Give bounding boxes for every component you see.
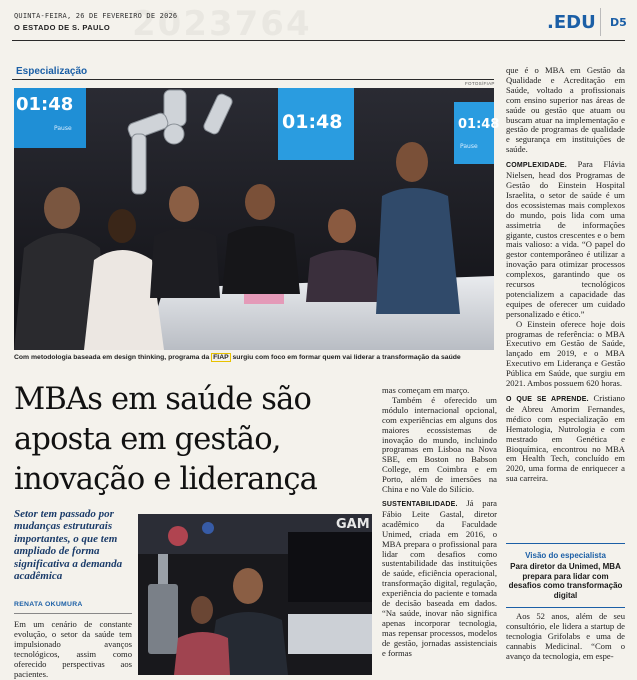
caption-text-end: surgiu com foco em formar quem vai liderar a transformação da saúde <box>230 354 461 361</box>
expert-box-top-rule <box>506 543 625 544</box>
paragraph: mas começam em março. <box>382 385 470 395</box>
section-rule <box>12 79 494 80</box>
headline-line: inovação e liderança <box>14 462 317 497</box>
dateline: QUINTA-FEIRA, 26 DE FEVEREIRO DE 2026 <box>14 12 178 20</box>
page-number: D5 <box>610 16 627 29</box>
lede: Setor tem passado por mudanças estruturais importantes, o que tem ampliado de forma significativa a demanda acadêmica <box>14 508 123 583</box>
paragraph-body: Cristiano de Abreu Amorim Fernandes, médico com especialização em Hematologia, Nutrologia e com mestrado em Genética e Bioquímica, encontrou no MBA em Health Tech, concluído em 2020, uma forma de enriquecer a sua carreira. <box>506 393 625 484</box>
header-rule <box>12 40 625 41</box>
paragraph: O Einstein oferece hoje dois programas de referência: o MBA Executivo em Gestão de Saúde, lançado em 2019, e o MBA Executivo em Liderança e Gestão Pública em Saúde, que surgiu em 2021. Ambos possuem 620 horas. <box>506 318 625 389</box>
newspaper-name: O ESTADO DE S. PAULO <box>14 23 111 32</box>
sign-text: GAM <box>336 517 370 532</box>
screen-right <box>454 102 494 164</box>
paragraph-body: Já para Fábio Leite Gastal, diretor acadêmico da Faculdade Unimed, criada em 2016, o MBA prepara o profissional para lidar com desafios como sustentabilidade das instituições de saúde, eficiência operacional, transformação digital, regulação, experiência do paciente e tomada de decisão baseada em dados. “Na saúde, inovar não significa apenas incorporar tecnologia, mas repensar processos, modelos de gestão, jornadas assistenciais e formas <box>382 497 497 658</box>
section-label: Especialização <box>16 66 88 77</box>
article-column-4 <box>506 66 625 536</box>
paragraph-lead: COMPLEXIDADE. <box>506 162 567 170</box>
screen-right-status: Pause <box>460 143 478 150</box>
headline-line: MBAs em saúde são <box>14 382 312 417</box>
paragraph: que é o MBA em Gestão da Qualidade e Acreditação em Saúde, voltado a profissionais com ensino superior nas áreas de saúde ou gestão que atuam ou buscam atuar na implementação e gestão de programas de qualidade e segurança em instituições de saúde. <box>506 65 625 155</box>
article-column-4-bottom <box>506 612 625 674</box>
screen-right-time: 01:48 <box>458 117 500 132</box>
screen-left-status: Pause <box>54 125 72 132</box>
page-header <box>12 8 625 38</box>
main-photo <box>14 88 500 350</box>
section-logo: .EDU <box>547 12 596 33</box>
paragraph <box>506 394 625 484</box>
header-divider <box>600 8 601 36</box>
byline-rule <box>14 613 132 614</box>
watermark <box>132 4 312 44</box>
caption-highlight: FIAP <box>213 354 229 361</box>
headline-line: aposta em gestão, <box>14 422 281 457</box>
paragraph: Em um cenário de constante evolução, o setor da saúde tem impulsionado avanços tecnológicos, assim como oferecido perspectivas aos pacientes. <box>14 619 132 679</box>
lab-scene <box>138 514 372 675</box>
expert-box-text: Para diretor da Unimed, MBA prepara para lidar com desafios como transformação digital <box>508 562 623 600</box>
screen-center-time: 01:48 <box>282 111 343 133</box>
photo-credit: FOTOS/FIAP <box>465 81 495 86</box>
paragraph-lead: SUSTENTABILIDADE. <box>382 500 458 508</box>
classroom-scene <box>14 88 500 350</box>
expert-box-title: Visão do especialista <box>525 551 606 560</box>
secondary-photo <box>138 514 372 675</box>
paragraph: Também é oferecido um módulo internacional opcional, com experiências em alguns dos maiores ecossistemas de inovação do mundo, incluindo programas em Lisboa na Nova SBE, em Boston no Babson College, em Coimbra e em Porto, além de imersões na China e no Vale do Silício. <box>382 394 497 495</box>
paragraph <box>506 160 625 320</box>
paragraph-body: Para Flávia Nielsen, head dos Programas de Gestão do Einstein Hospital Israelita, o setor de saúde é um dos ecossistemas mais complexos do mundo, pois lida com uma assimetria de informações gigante, custos crescentes e o bem mais valioso: a vida. “O papel do gestor contemporâneo é utilizar a inovação para otimizar processos complexos, garantindo que os recursos tecnológicos potencializem a capacidade das equipes de oferecer um cuidado personalizado e ético.” <box>506 159 625 319</box>
expert-box <box>506 545 625 605</box>
article-column-1 <box>14 619 132 679</box>
paragraph: Aos 52 anos, além de seu consultório, ele lidera a startup de tecnologia Grifolabs e uma de cannabis Medicinal. “Com o avanço da tecnologia, em espe- <box>506 611 625 661</box>
caption-text: Com metodologia baseada em design thinking, programa da <box>14 354 212 361</box>
article-column-3 <box>382 386 497 674</box>
paragraph-lead: O QUE SE APRENDE. <box>506 396 589 403</box>
expert-box-bottom-rule <box>506 607 625 608</box>
headline <box>14 380 354 500</box>
paragraph <box>382 499 497 659</box>
byline: RENATA OKUMURA <box>14 601 83 608</box>
screen-left-time: 01:48 <box>16 94 74 115</box>
photo-caption <box>14 354 504 361</box>
